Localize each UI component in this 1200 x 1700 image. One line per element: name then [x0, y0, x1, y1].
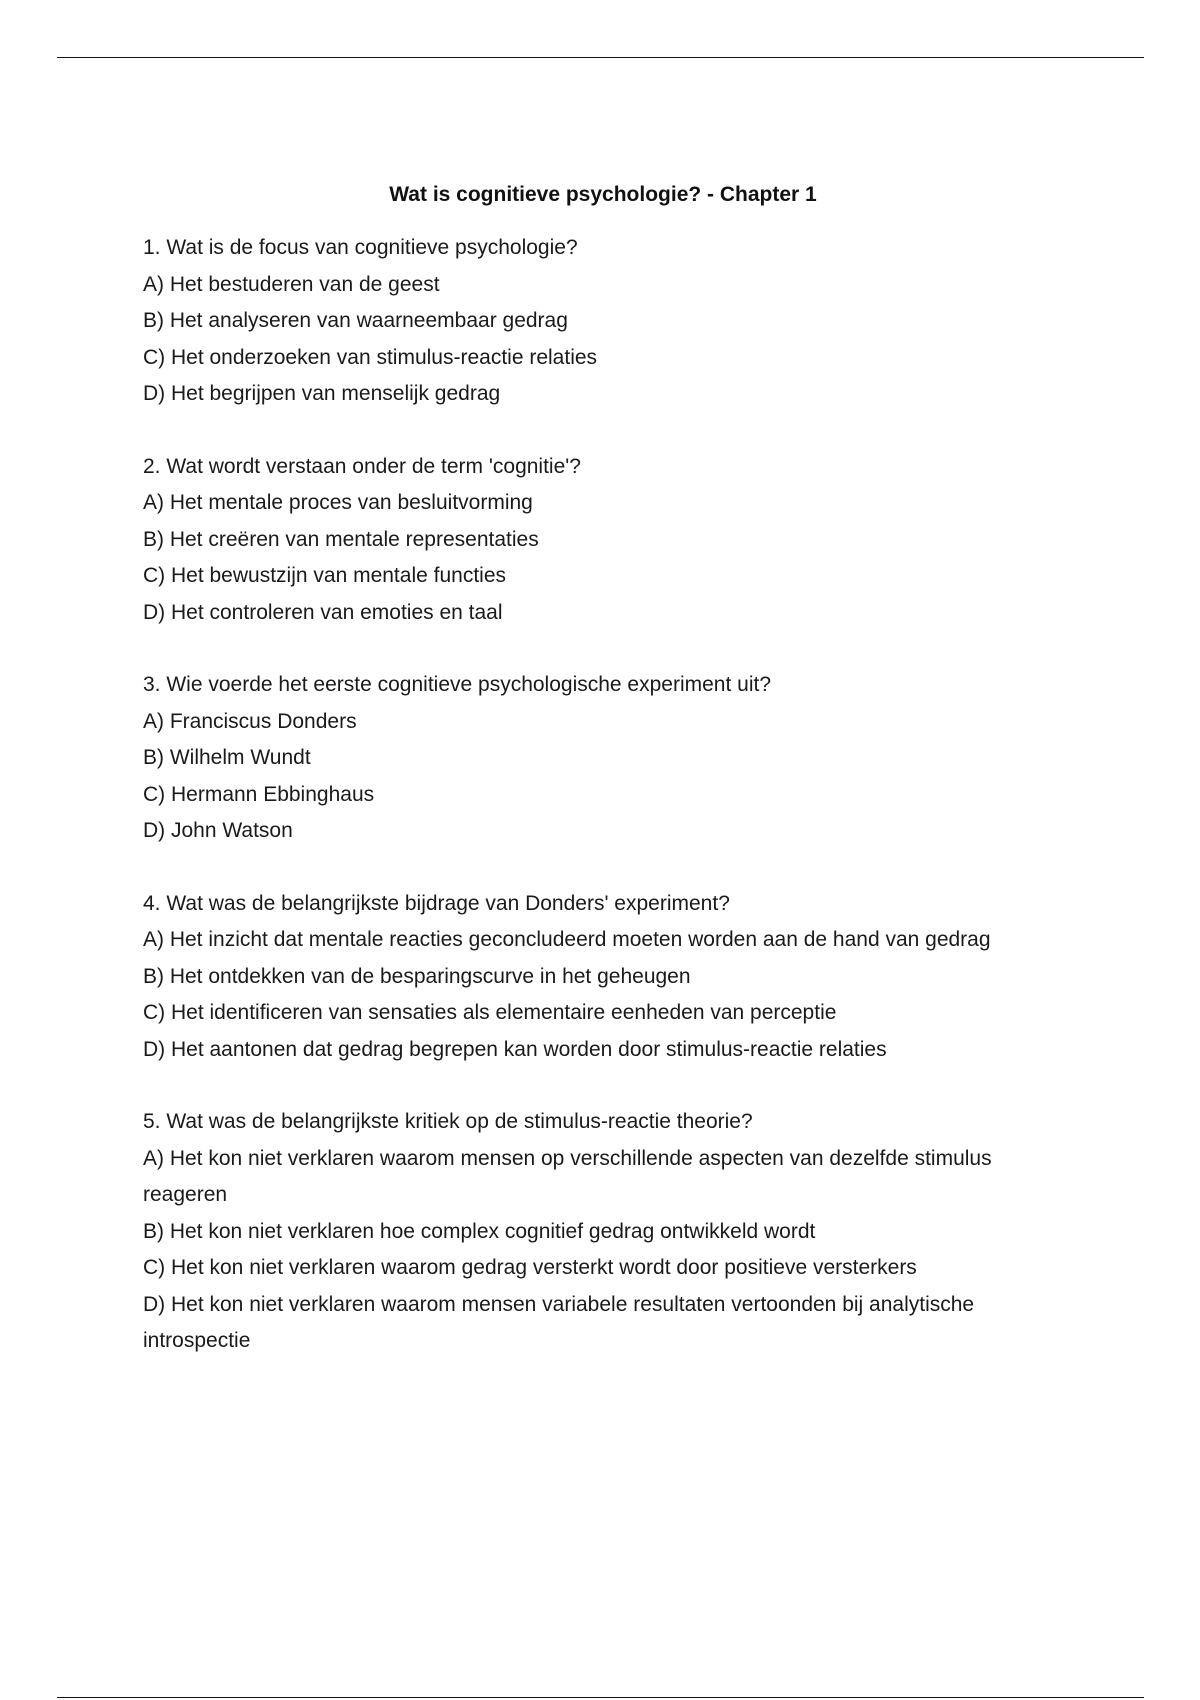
answer-option-d: D) Het controleren van emoties en taal: [143, 600, 503, 624]
answer-option-c: C) Het onderzoeken van stimulus-reactie relaties: [143, 345, 598, 369]
answer-option-d: D) John Watson: [143, 819, 293, 842]
question-text: 5. Wat was de belangrijkste kritiek op de stimulus-reactie theorie?: [143, 1110, 753, 1133]
answer-option-a: A) Het mentale proces van besluitvorming: [143, 491, 533, 514]
question-5: [143, 1104, 1063, 1360]
answer-option-b: B) Het analyseren van waarneembaar gedrag: [143, 309, 568, 332]
question-text: 1. Wat is de focus van cognitieve psychologie?: [143, 236, 578, 259]
question-4: [143, 886, 1063, 1069]
question-text: 2. Wat wordt verstaan onder de term 'cognitie'?: [143, 454, 581, 478]
answer-option-d: D) Het kon niet verklaren waarom mensen variabele resultaten vertoonden bij analytische introspectie: [143, 1292, 975, 1352]
document-body: [143, 172, 1063, 1396]
answer-option-c: C) Het kon niet verklaren waarom gedrag versterkt wordt door positieve versterkers: [143, 1256, 917, 1279]
answer-option-b: B) Wilhelm Wundt: [143, 746, 311, 769]
answer-option-a: A) Franciscus Donders: [143, 709, 357, 733]
header-rule: [57, 57, 1144, 58]
question-3: [143, 667, 1063, 850]
page-title: Wat is cognitieve psychologie? - Chapter 1: [389, 183, 817, 206]
footer-rule: [57, 1697, 1144, 1698]
answer-option-a: A) Het kon niet verklaren waarom mensen op verschillende aspecten van dezelfde stimulus reageren: [143, 1146, 992, 1206]
question-1: [143, 230, 1063, 413]
answer-option-c: C) Hermann Ebbinghaus: [143, 782, 375, 806]
answer-option-c: C) Het bewustzijn van mentale functies: [143, 564, 506, 587]
answer-option-b: B) Het kon niet verklaren hoe complex cognitief gedrag ontwikkeld wordt: [143, 1219, 816, 1243]
answer-option-b: B) Het ontdekken van de besparingscurve in het geheugen: [143, 964, 691, 988]
question-text: 4. Wat was de belangrijkste bijdrage van Donders' experiment?: [143, 891, 730, 915]
answer-option-a: A) Het bestuderen van de geest: [143, 272, 440, 296]
answer-option-c: C) Het identificeren van sensaties als elementaire eenheden van perceptie: [143, 1001, 837, 1024]
answer-option-d: D) Het begrijpen van menselijk gedrag: [143, 382, 501, 405]
question-2: [143, 449, 1063, 632]
answer-option-b: B) Het creëren van mentale representaties: [143, 527, 539, 551]
answer-option-d: D) Het aantonen dat gedrag begrepen kan worden door stimulus-reactie relaties: [143, 1037, 887, 1061]
answer-option-a: A) Het inzicht dat mentale reacties geconcludeerd moeten worden aan de hand van gedrag: [143, 928, 991, 951]
question-text: 3. Wie voerde het eerste cognitieve psychologische experiment uit?: [143, 673, 772, 696]
